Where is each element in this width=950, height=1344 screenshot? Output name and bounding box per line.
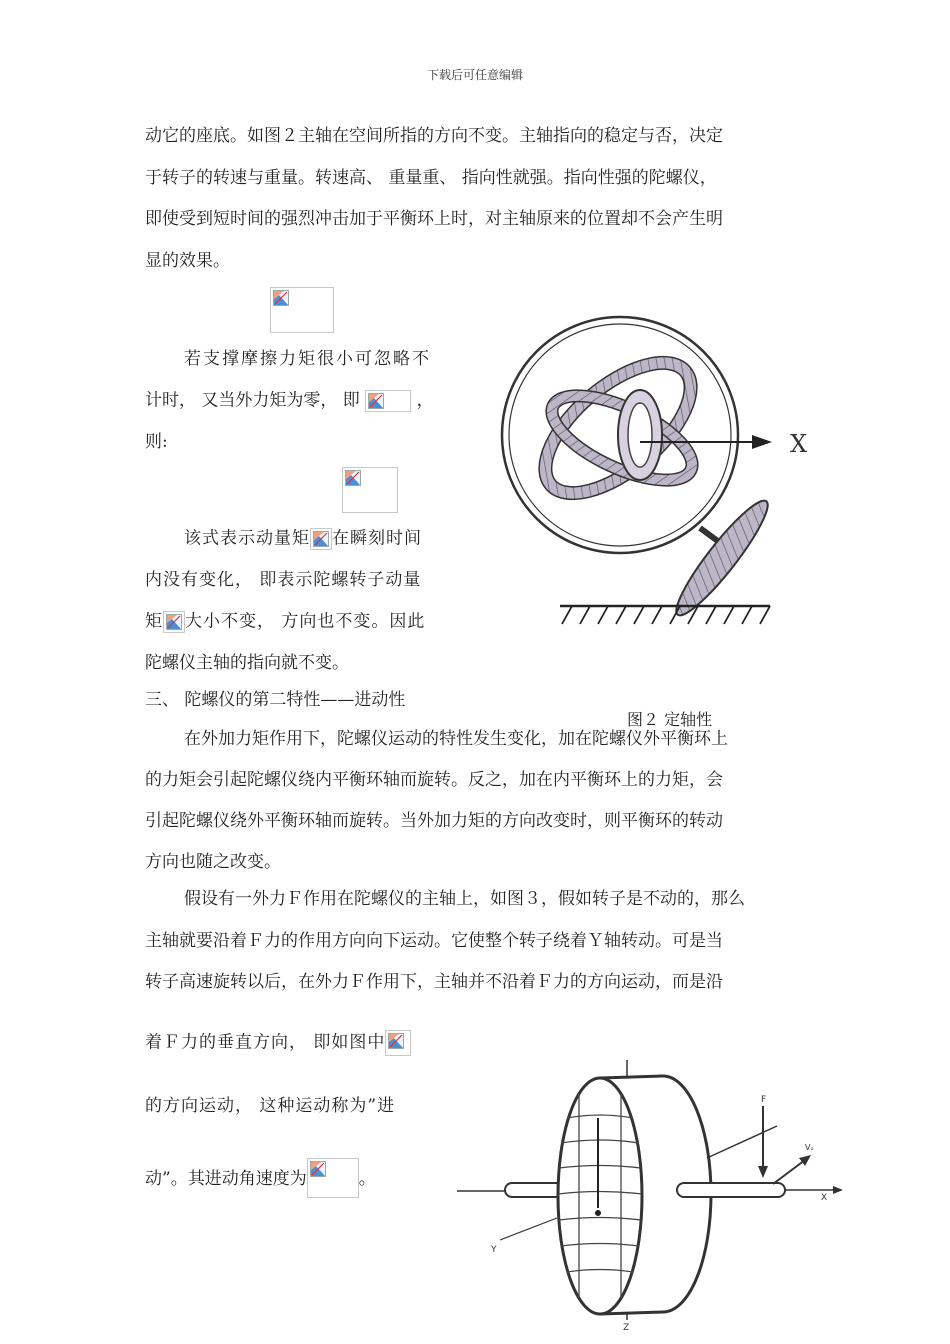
figure-2-caption: 图２ 定轴性 bbox=[627, 710, 713, 729]
paragraph-line bbox=[145, 390, 434, 412]
paragraph-line: 则: bbox=[145, 432, 168, 452]
text-run: 大小不变， 方向也不变。因此 bbox=[185, 611, 426, 632]
paragraph-line: 的方向运动， 这种运动称为”进 bbox=[145, 1096, 396, 1116]
paragraph-line: 引起陀螺仪绕外平衡环轴而旋转。当外加力矩的方向改变时，则平衡环的转动 bbox=[145, 811, 723, 831]
broken-image-icon bbox=[342, 467, 398, 513]
label-z: Z bbox=[623, 1323, 630, 1333]
paragraph-line: 转子高速旋转以后，在外力Ｆ作用下，主轴并不沿着Ｆ力的方向运动，而是沿 bbox=[145, 972, 723, 992]
paragraph-line: 动它的座底。如图２主轴在空间所指的方向不变。主轴指向的稳定与否，决定 bbox=[145, 126, 723, 146]
paragraph-line bbox=[184, 528, 422, 550]
precession-arrow bbox=[773, 1160, 805, 1184]
paragraph-line: 即使受到短时间的强烈冲击加于平衡环上时，对主轴原来的位置却不会产生明 bbox=[145, 209, 723, 229]
text-run: 动”。其进动角速度为 bbox=[145, 1169, 307, 1189]
text-run: 着Ｆ力的垂直方向， 即如图中 bbox=[145, 1032, 386, 1053]
stand-base bbox=[667, 493, 778, 624]
paragraph-line: 方向也随之改变。 bbox=[145, 852, 281, 872]
ground-hatch bbox=[562, 606, 770, 624]
text-run: 在瞬刻时间 bbox=[332, 528, 422, 549]
section-title: 三、 陀螺仪的第二特性——进动性 bbox=[145, 690, 406, 710]
paragraph-line bbox=[145, 1030, 411, 1056]
paragraph-line: 若支撑摩擦力矩很小可忽略不 bbox=[184, 349, 431, 369]
broken-image-icon bbox=[310, 528, 332, 550]
label-v: Vₒ bbox=[805, 1143, 814, 1152]
paragraph-line: 于转子的转速与重量。转速高、 重量重、 指向性就强。指向性强的陀螺仪， bbox=[145, 168, 717, 188]
right-shaft bbox=[677, 1183, 785, 1197]
pointer-line bbox=[707, 1126, 777, 1158]
text-run: 矩 bbox=[145, 611, 163, 632]
text-run: 。 bbox=[358, 1169, 376, 1189]
figure-3-rotor bbox=[455, 1058, 845, 1338]
broken-image-icon bbox=[385, 1030, 411, 1056]
broken-image-icon bbox=[270, 287, 334, 333]
figure-2-gyroscope bbox=[490, 300, 820, 640]
paragraph-line: 假设有一外力Ｆ作用在陀螺仪的主轴上，如图３，假如转子是不动的，那么 bbox=[184, 889, 745, 909]
paragraph-line: 主轴就要沿着Ｆ力的作用方向向下运动。它使整个转子绕着Ｙ轴转动。可是当 bbox=[145, 931, 723, 951]
paragraph-line: 陀螺仪主轴的指向就不变。 bbox=[145, 653, 349, 673]
rotor-front-face bbox=[558, 1078, 642, 1314]
text-run: 计时， 又当外力矩为零， 即 bbox=[145, 390, 360, 411]
broken-image-icon bbox=[365, 390, 411, 412]
paragraph-line bbox=[145, 1158, 376, 1198]
paragraph-line: 内没有变化， 即表示陀螺转子动量 bbox=[145, 570, 422, 590]
broken-image-icon bbox=[307, 1158, 359, 1198]
label-y: Y bbox=[491, 1245, 497, 1255]
y-axis bbox=[500, 1218, 557, 1240]
paragraph-line: 在外加力矩作用下，陀螺仪运动的特性发生变化，加在陀螺仪外平衡环上 bbox=[184, 729, 728, 749]
text-run: 该式表示动量矩 bbox=[184, 528, 310, 549]
paragraph-line: 显的效果。 bbox=[145, 251, 230, 271]
axis-arrowhead bbox=[752, 435, 772, 449]
axis-label-x: X bbox=[790, 430, 808, 458]
paragraph-line: 的力矩会引起陀螺仪绕内平衡环轴而旋转。反之，加在内平衡环上的力矩，会 bbox=[145, 770, 723, 790]
label-x: X bbox=[821, 1193, 828, 1203]
paragraph-line bbox=[145, 611, 425, 633]
broken-image-icon bbox=[163, 611, 185, 633]
text-run: ， bbox=[416, 390, 434, 411]
label-f: F bbox=[761, 1095, 767, 1105]
page-header: 下载后可任意编辑 bbox=[426, 68, 523, 82]
